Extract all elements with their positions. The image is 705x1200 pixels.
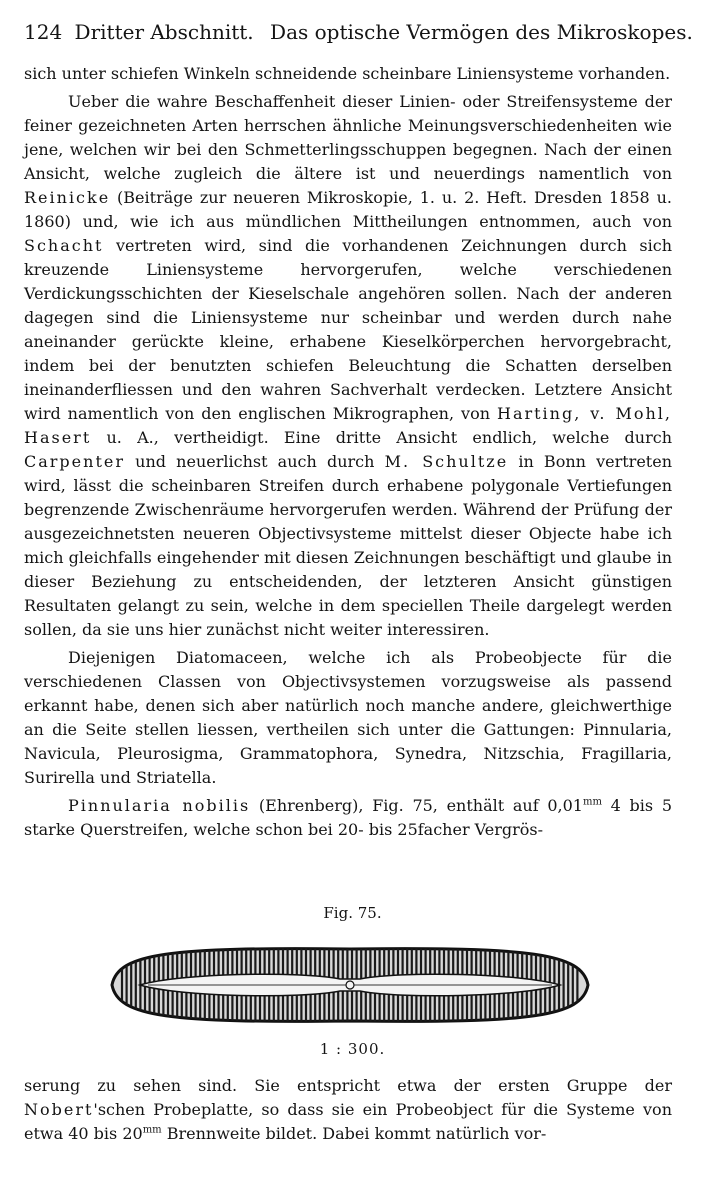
authors-harting-mohl-hasert: Harting, v. Mohl, Hasert (24, 404, 672, 447)
paragraph-striations: Ueber die wahre Beschaffenheit dieser Linien- oder Streifensysteme der feiner gezeichneten Arten herrschen ähnliche Meinungsverschiedenheiten wie jene, welchen wir bei den Schmetterlingsschuppen begegnen. Nach der einen Ansicht, welche zugleich die ältere ist und neuerdings namentlich von Reinicke (Beiträge zur neueren Mikroskopie, 1. u. 2. Heft. Dresden 1858 u. 1860) und, wie ich aus mündlichen Mittheilungen entnommen, auch von Schacht vertreten wird, sind die vorhandenen Zeichnungen durch sich kreuzende Liniensysteme hervorgerufen, welche verschiedenen Verdickungsschichten der Kieselschale angehören sollen. Nach der anderen dagegen sind die Liniensysteme nur scheinbar und werden durch nahe aneinander gerückte kleine, erhabene Kieselkörperchen hervorgebracht, indem bei der benutzten schiefen Beleuchtung die Schatten derselben ineinanderfliessen und den wahren Sachverhalt verdecken. Letztere Ansicht wird namentlich von den englischen Mikrographen, von Harting, v. Mohl, Hasert u. A., vertheidigt. Eine dritte Ansicht endlich, welche durch Carpenter und neuerlichst auch durch M. Schultze in Bonn vertreten wird, lässt die scheinbaren Streifen durch erhabene polygonale Vertiefungen begrenzende Zwischenräume hervorgerufen werden. Während der Prüfung der ausgezeichnetsten neueren Objectivsysteme mittelst dieser Objecte habe ich mich gleichfalls eingehender mit diesen Zeichnungen beschäftigt und glaube in dieser Beziehung zu entscheidenden, der letzteren Ansicht günstigen Resultaten gelangt zu sein, welche in dem speciellen Theile dargelegt werden sollen, da sie uns hier zunächst nicht weiter interessiren. (24, 92, 673, 639)
paragraph-continued: sich unter schiefen Winkeln schneidende scheinbare Liniensysteme vorhanden. (24, 64, 671, 83)
diatom-illustration (100, 935, 600, 1035)
author-carpenter: Carpenter (24, 452, 125, 471)
running-header (24, 20, 693, 44)
author-nobert: Nobert (24, 1100, 94, 1119)
continued-text (24, 1074, 672, 1146)
chapter-title: Das optische Vermögen des Mikroskopes. (270, 20, 693, 44)
section-label: Dritter Abschnitt. (74, 20, 254, 44)
figure-scale: 1 : 300. (319, 1040, 386, 1058)
author-schacht: Schacht (24, 236, 104, 255)
unit-superscript: mm (142, 1124, 162, 1136)
author-reinicke: Reinicke (24, 188, 111, 207)
paragraph-pinnularia: Pinnularia nobilis (Ehrenberg), Fig. 75, enthält auf $0,01^{mm}$ 4 bis 5 starke Querstreifen, welche schon bei 20- bis 25facher Vergrös- (24, 796, 672, 839)
figure-caption: Fig. 75. (323, 904, 382, 922)
author-schultze: M. Schultze (384, 452, 509, 471)
unit-superscript: mm (582, 796, 602, 808)
species-name: Pinnularia nobilis (68, 796, 251, 815)
page-number: 124 (24, 20, 63, 44)
paragraph-diatomaceen: Diejenigen Diatomaceen, welche ich als Probeobjecte für die verschiedenen Classen von Objectivsystemen vorzugsweise als passend erkannt habe, denen sich aber natürlich noch manche andere, gleichwerthige an die Seite stellen liessen, vertheilen sich unter die Gattungen: Pinnularia, Navicula, Pleurosigma, Grammatophora, Synedra, Nitzschia, Fragillaria, Surirella und Striatella. (24, 648, 672, 787)
main-text (24, 62, 672, 842)
paragraph-continuation: serung zu sehen sind. Sie entspricht etwa der ersten Gruppe der Nobert'schen Probeplatte, so dass sie ein Probeobject für die Systeme von etwa 40 bis $20^{mm}$ Brennweite bildet. Dabei kommt natürlich vor- (24, 1076, 672, 1143)
